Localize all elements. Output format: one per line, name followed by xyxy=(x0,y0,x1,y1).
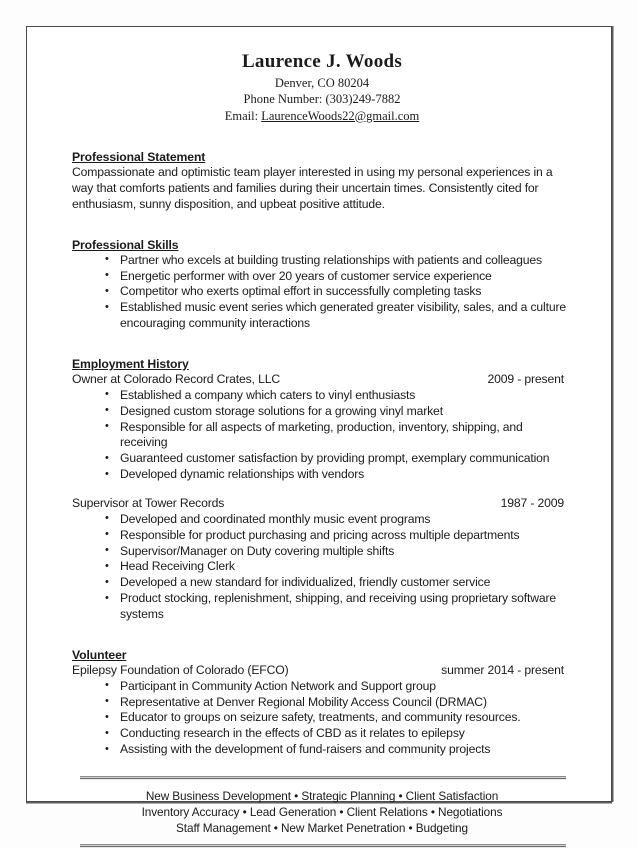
entry-dates: 1987 - 2009 xyxy=(500,496,564,511)
keyword-line: New Business Development • Strategic Planning • Client Satisfaction xyxy=(145,789,499,804)
entry-title: Supervisor at Tower Records xyxy=(72,496,225,511)
entry-bullet-list xyxy=(72,388,572,483)
professional-skills-list xyxy=(72,253,572,332)
candidate-email-line xyxy=(72,108,572,125)
entry-bullet-list xyxy=(72,679,572,758)
keyword-band xyxy=(72,776,572,847)
list-item: • Supervisor/Manager on Duty covering multiple shifts xyxy=(72,544,572,560)
entry-header xyxy=(72,372,572,388)
entry-bullet-list xyxy=(72,512,572,623)
list-item: • Developed a new standard for individualized, friendly customer service xyxy=(72,575,572,591)
list-item: • Partner who excels at building trusting relationships with patients and colleagues xyxy=(72,253,572,269)
volunteer-entry xyxy=(72,663,572,758)
section-heading-professional-skills: Professional Skills xyxy=(72,237,179,252)
candidate-phone: Phone Number: (303)249-7882 xyxy=(243,92,401,107)
list-item: • Established a company which caters to vinyl enthusiasts xyxy=(72,388,572,404)
section-heading-employment-history: Employment History xyxy=(72,357,189,372)
list-item: • Participant in Community Action Network and Support group xyxy=(72,679,572,695)
resume-page xyxy=(26,26,612,836)
resume-header xyxy=(72,49,572,124)
entry-dates: summer 2014 - present xyxy=(441,662,564,677)
section-professional-statement xyxy=(72,150,572,213)
list-item: • Energetic performer with over 20 years of customer service experience xyxy=(72,269,572,285)
section-heading-volunteer: Volunteer xyxy=(72,647,127,662)
keyword-line: Staff Management • New Market Penetration • Budgeting xyxy=(176,821,468,836)
band-rule-bottom xyxy=(80,844,566,848)
employment-entry xyxy=(72,496,572,623)
employment-entry xyxy=(72,372,572,483)
email-address-link[interactable]: LaurenceWoods22@gmail.com xyxy=(261,108,420,123)
section-professional-skills xyxy=(72,238,572,332)
list-item: • Representative at Denver Regional Mobility Access Council (DRMAC) xyxy=(72,695,572,711)
list-item: • Head Receiving Clerk xyxy=(72,559,572,575)
list-item: • Responsible for product purchasing and pricing across multiple departments xyxy=(72,528,572,544)
entry-header xyxy=(72,663,572,679)
list-item: • Competitor who exerts optimal effort in successfully completing tasks xyxy=(72,284,572,300)
list-item: • Developed and coordinated monthly music event programs xyxy=(72,512,572,528)
section-volunteer xyxy=(72,648,572,758)
section-heading-professional-statement: Professional Statement xyxy=(72,150,206,165)
candidate-location: Denver, CO 80204 xyxy=(274,75,370,90)
keyword-band-text xyxy=(72,780,572,843)
list-item: • Educator to groups on seizure safety, treatments, and community resources. xyxy=(72,710,572,726)
professional-statement-text: Compassionate and optimistic team player interested in using my personal experiences in a way that comforts patients and families during their uncertain times. Consistently cited for enthusiasm, sunny disposition, and upbeat positive attitude. xyxy=(72,165,553,211)
entry-title: Epilepsy Foundation of Colorado (EFCO) xyxy=(72,662,289,677)
entry-title: Owner at Colorado Record Crates, LLC xyxy=(72,372,280,387)
list-item: • Responsible for all aspects of marketing, production, inventory, shipping, and receiving xyxy=(72,420,572,452)
list-item: • Product stocking, replenishment, shipping, and receiving using proprietary software systems xyxy=(72,591,572,623)
resume-content xyxy=(72,49,572,848)
list-item: • Developed dynamic relationships with vendors xyxy=(72,467,572,483)
entry-dates: 2009 - present xyxy=(487,372,564,387)
section-employment-history xyxy=(72,357,572,623)
list-item: • Assisting with the development of fund-raisers and community projects xyxy=(72,742,572,758)
list-item: • Designed custom storage solutions for a growing vinyl market xyxy=(72,404,572,420)
keyword-line: Inventory Accuracy • Lead Generation • Client Relations • Negotiations xyxy=(141,805,503,820)
email-label: Email: xyxy=(224,108,259,123)
list-item: • Guaranteed customer satisfaction by providing prompt, exemplary communication xyxy=(72,451,572,467)
list-item: • Established music event series which generated greater visibility, sales, and a culture encouraging community interactions xyxy=(72,300,572,332)
candidate-name: Laurence J. Woods xyxy=(241,51,403,72)
list-item: • Conducting research in the effects of CBD as it relates to epilepsy xyxy=(72,726,572,742)
entry-header xyxy=(72,496,572,512)
